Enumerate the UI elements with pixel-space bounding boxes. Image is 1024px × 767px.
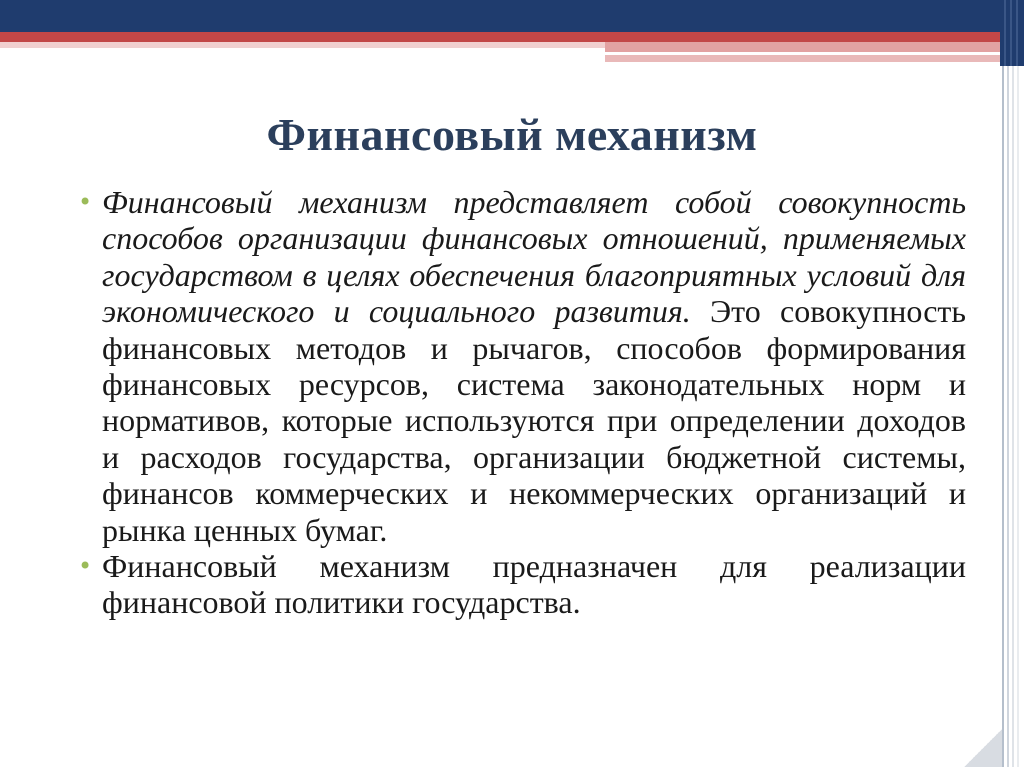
header-band-light xyxy=(0,42,605,48)
slide-title: Финансовый механизм xyxy=(266,109,758,160)
bullet-dot: • xyxy=(78,188,93,216)
bullet-1-details: Это совокупность финансовых методов и рычагов, способов формирования финансовых ресурсов, система законодательных норм и нормативов, которые используются при определении доходов и расходов государства, организации бюджетной системы, финансов коммерческих и некоммерческих организаций и рынка ценных бумаг. xyxy=(102,293,967,548)
header-band-pink-thin xyxy=(605,55,1000,62)
bullet-list xyxy=(78,184,966,621)
bullet-item-2 xyxy=(78,548,966,621)
header-band-red xyxy=(0,32,1000,42)
bullet-2-text: Финансовый механизм предназначен для реализации финансовой политики государства. xyxy=(102,548,966,621)
bullet-1-definition: Финансовый механизм представляет собой совокупность способов организации финансовых отношений, применяемых государством в целях обеспечения благоприятных условий для экономического и социального развития. xyxy=(102,184,966,330)
bullet-item-1 xyxy=(78,184,966,548)
header-band-pink xyxy=(605,42,1000,52)
side-decoration-cap xyxy=(1000,0,1024,66)
bullet-dot: • xyxy=(78,552,93,581)
page-fold-corner xyxy=(964,729,1002,767)
header-band-blue xyxy=(0,0,1000,32)
